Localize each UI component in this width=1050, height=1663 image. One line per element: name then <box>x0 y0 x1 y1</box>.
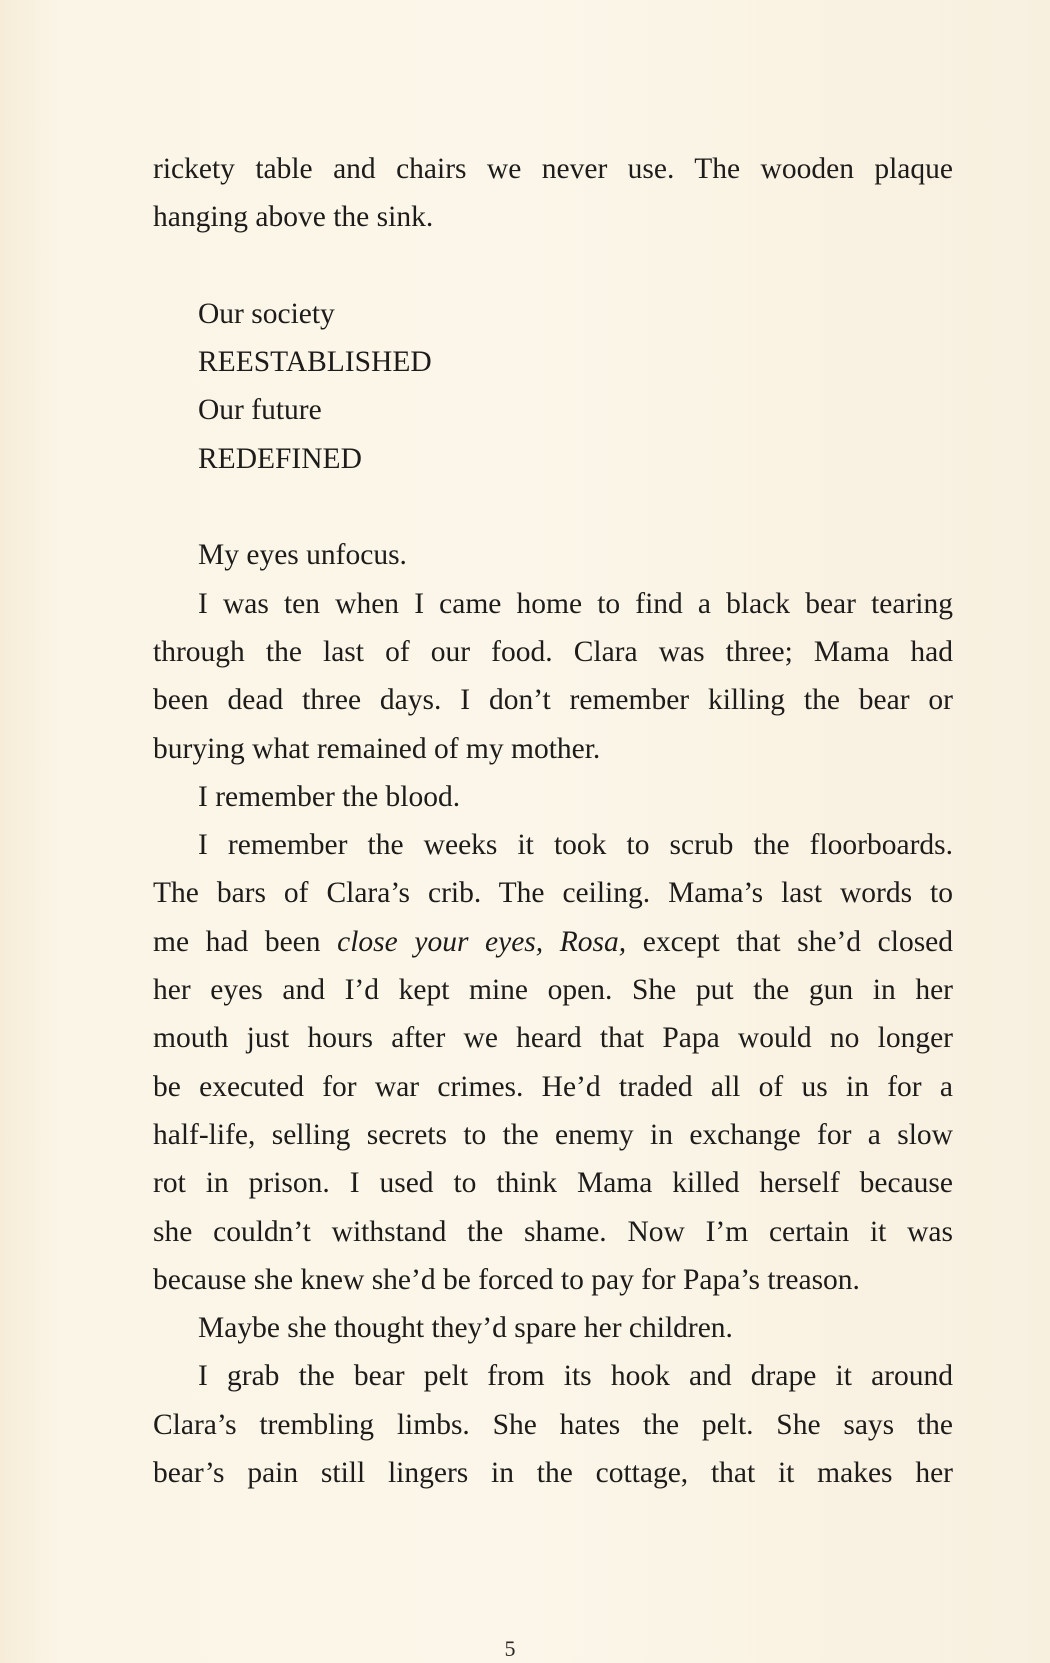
paragraph-line: mouth just hours after we heard that Papa would no longer <box>153 1022 953 1055</box>
plaque-line: Our society <box>198 297 335 330</box>
plaque-line: REESTABLISHED <box>198 346 432 379</box>
paragraph-line: I remember the weeks it took to scrub the floorboards. <box>198 829 953 862</box>
plaque-inscription <box>153 290 953 483</box>
paragraph-line: through the last of our food. Clara was three; Mama had <box>153 635 953 668</box>
stanza-break <box>153 483 953 531</box>
paragraph-line <box>153 918 953 966</box>
paragraph-line: been dead three days. I don’t remember killing the bear or <box>153 684 953 717</box>
paragraph-line: I was ten when I came home to find a black bear tearing <box>198 587 953 620</box>
paragraph-line: I grab the bear pelt from its hook and drape it around <box>198 1360 953 1393</box>
stanza-break <box>153 242 953 290</box>
page-number: 5 <box>504 1636 516 1661</box>
text-run: except that she’d closed <box>642 925 954 958</box>
paragraph-line: I remember the blood. <box>198 780 461 813</box>
text-line: rickety table and chairs we never use. The wooden plaque <box>153 153 953 185</box>
paragraph-line: rot in prison. I used to think Mama killed herself because <box>153 1167 953 1200</box>
plaque-line: Our future <box>198 394 322 427</box>
paragraph-line: Maybe she thought they’d spare her children. <box>198 1312 733 1345</box>
body-text <box>153 145 953 1497</box>
paragraph-line: burying what remained of my mother. <box>153 732 601 765</box>
paragraph-line: My eyes unfocus. <box>198 539 407 572</box>
text-line: hanging above the sink. <box>153 201 434 234</box>
paragraph-line: because she knew she’d be forced to pay for Papa’s treason. <box>153 1263 860 1296</box>
paragraph-line: half-life, selling secrets to the enemy in exchange for a slow <box>153 1118 953 1151</box>
paragraph-line: bear’s pain still lingers in the cottage, that it makes her <box>153 1457 953 1490</box>
paragraph-line: her eyes and I’d kept mine open. She put the gun in her <box>153 974 953 1007</box>
plaque-line: REDEFINED <box>198 442 362 475</box>
paragraph-line: she couldn’t withstand the shame. Now I’m certain it was <box>153 1215 953 1248</box>
paragraph-line: The bars of Clara’s crib. The ceiling. Mama’s last words to <box>153 877 953 910</box>
paragraph-line: be executed for war crimes. He’d traded all of us in for a <box>153 1070 953 1103</box>
paragraph-line: Clara’s trembling limbs. She hates the pelt. She says the <box>153 1408 953 1441</box>
text-run: me had been <box>153 925 321 958</box>
italic-text: close your eyes, Rosa, <box>337 925 627 958</box>
